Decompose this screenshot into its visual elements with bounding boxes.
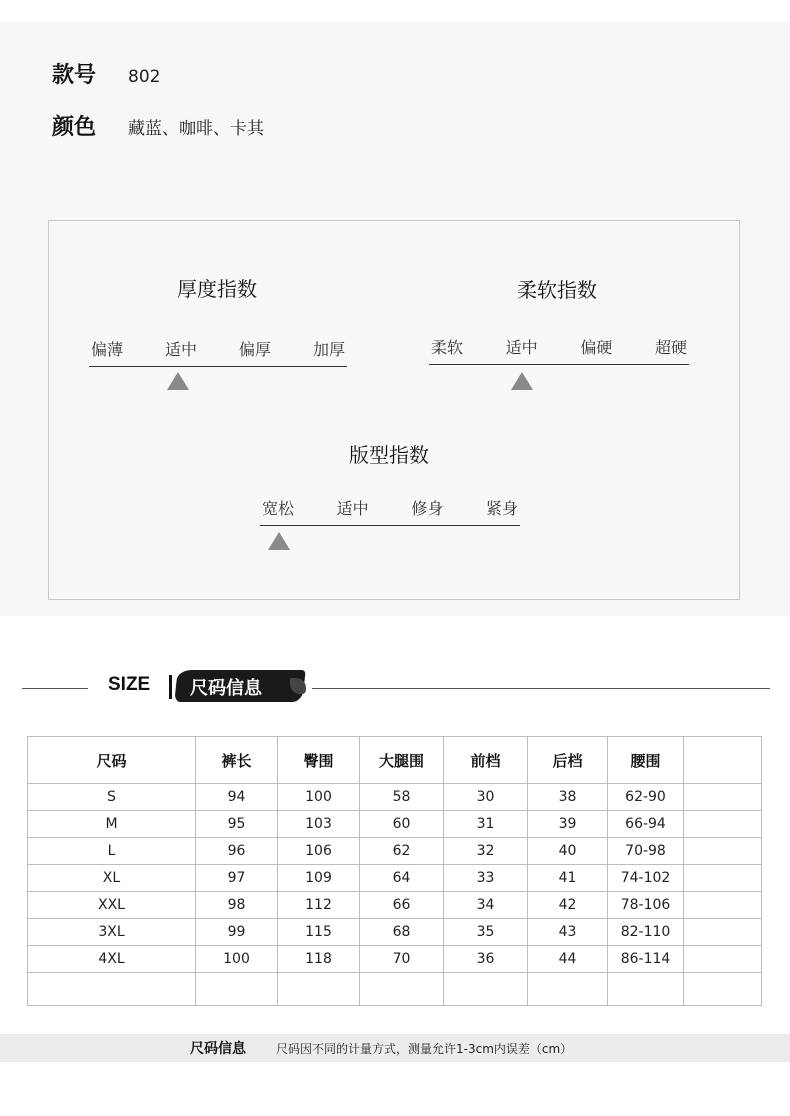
column-header: 前档 — [444, 737, 528, 784]
table-cell: 40 — [528, 838, 608, 865]
table-row — [28, 865, 762, 892]
thickness-option: 加厚 — [312, 340, 345, 359]
table-cell: 103 — [278, 811, 360, 838]
column-header: 大腿围 — [360, 737, 444, 784]
thickness-index-title: 厚度指数 — [177, 277, 257, 301]
table-cell — [684, 946, 762, 973]
table-cell: 109 — [278, 865, 360, 892]
table-cell: 86-114 — [608, 946, 684, 973]
table-cell-empty — [608, 973, 684, 1006]
table-cell — [684, 784, 762, 811]
table-row — [28, 892, 762, 919]
fit-option: 宽松 — [262, 499, 295, 518]
style-number-label: 款号 — [52, 63, 97, 88]
table-cell: 34 — [444, 892, 528, 919]
table-row — [28, 838, 762, 865]
table-cell: 95 — [196, 811, 278, 838]
table-cell: 41 — [528, 865, 608, 892]
table-cell: L — [28, 838, 196, 865]
table-cell-empty — [278, 973, 360, 1006]
color-value: 藏蓝、咖啡、卡其 — [128, 119, 264, 139]
table-cell: 62-90 — [608, 784, 684, 811]
fit-index-title: 版型指数 — [349, 443, 429, 467]
table-row — [28, 784, 762, 811]
table-row — [28, 946, 762, 973]
footer-title: 尺码信息 — [190, 1041, 246, 1057]
table-cell — [684, 838, 762, 865]
softness-option: 适中 — [505, 338, 538, 357]
thickness-option: 适中 — [164, 340, 197, 359]
table-cell: XXL — [28, 892, 196, 919]
thickness-marker-icon — [167, 372, 189, 390]
size-table-header — [28, 737, 762, 784]
fit-marker-icon — [268, 532, 290, 550]
table-cell: 98 — [196, 892, 278, 919]
table-cell: 112 — [278, 892, 360, 919]
table-cell: 66-94 — [608, 811, 684, 838]
column-header: 裤长 — [196, 737, 278, 784]
column-header: 腰围 — [608, 737, 684, 784]
table-cell-empty — [444, 973, 528, 1006]
table-row — [28, 811, 762, 838]
size-table — [27, 736, 762, 1006]
table-cell-empty — [684, 973, 762, 1006]
table-cell: M — [28, 811, 196, 838]
table-cell — [684, 811, 762, 838]
table-cell: 36 — [444, 946, 528, 973]
fit-option: 紧身 — [485, 499, 518, 518]
table-cell: 82-110 — [608, 919, 684, 946]
softness-option: 柔软 — [431, 338, 464, 357]
table-cell-empty — [28, 973, 196, 1006]
table-cell: 100 — [196, 946, 278, 973]
thickness-scale-line — [89, 366, 347, 367]
color-row — [52, 110, 264, 141]
table-cell: 42 — [528, 892, 608, 919]
table-cell: 62 — [360, 838, 444, 865]
table-row — [28, 919, 762, 946]
thickness-scale — [89, 337, 347, 367]
softness-option: 超硬 — [654, 338, 687, 357]
column-header: 臀围 — [278, 737, 360, 784]
thickness-option: 偏薄 — [91, 340, 124, 359]
softness-option: 偏硬 — [580, 338, 613, 357]
table-cell — [684, 865, 762, 892]
table-cell-empty — [528, 973, 608, 1006]
table-cell: 106 — [278, 838, 360, 865]
softness-scale — [429, 335, 689, 365]
footer-bar — [0, 1034, 790, 1062]
table-cell: 115 — [278, 919, 360, 946]
table-cell-empty — [196, 973, 278, 1006]
header-divider-left — [22, 688, 88, 689]
size-title-en: SIZE — [108, 674, 151, 695]
table-cell: 94 — [196, 784, 278, 811]
table-cell: S — [28, 784, 196, 811]
table-cell: 97 — [196, 865, 278, 892]
table-cell: 64 — [360, 865, 444, 892]
table-cell: 60 — [360, 811, 444, 838]
table-cell: 32 — [444, 838, 528, 865]
table-cell: 70-98 — [608, 838, 684, 865]
softness-index-title: 柔软指数 — [517, 278, 597, 302]
table-cell: 43 — [528, 919, 608, 946]
table-cell: 66 — [360, 892, 444, 919]
table-cell: 118 — [278, 946, 360, 973]
table-cell: 74-102 — [608, 865, 684, 892]
column-header: 尺码 — [28, 737, 196, 784]
table-cell: 35 — [444, 919, 528, 946]
table-cell: 70 — [360, 946, 444, 973]
table-cell: 4XL — [28, 946, 196, 973]
table-cell: 58 — [360, 784, 444, 811]
table-cell: 68 — [360, 919, 444, 946]
table-cell: 100 — [278, 784, 360, 811]
table-cell: 30 — [444, 784, 528, 811]
style-number-row — [52, 58, 160, 89]
table-cell: 39 — [528, 811, 608, 838]
table-cell-empty — [360, 973, 444, 1006]
size-title-separator — [169, 675, 172, 699]
column-header — [684, 737, 762, 784]
softness-scale-line — [429, 364, 689, 365]
table-cell — [684, 919, 762, 946]
fit-scale — [260, 496, 520, 526]
footer-note: 尺码因不同的计量方式，测量允许1-3cm内误差（cm） — [276, 1041, 573, 1056]
table-cell — [684, 892, 762, 919]
column-header: 后档 — [528, 737, 608, 784]
table-cell: 96 — [196, 838, 278, 865]
header-divider-right — [312, 688, 770, 689]
thickness-option: 偏厚 — [238, 340, 271, 359]
table-cell: XL — [28, 865, 196, 892]
table-cell: 31 — [444, 811, 528, 838]
table-cell: 78-106 — [608, 892, 684, 919]
table-cell: 44 — [528, 946, 608, 973]
style-number-value: 802 — [128, 67, 161, 87]
color-label: 颜色 — [52, 115, 97, 140]
table-cell: 38 — [528, 784, 608, 811]
softness-marker-icon — [511, 372, 533, 390]
fit-scale-line — [260, 525, 520, 526]
table-row-empty — [28, 973, 762, 1006]
table-cell: 3XL — [28, 919, 196, 946]
size-section-header — [0, 668, 790, 708]
table-cell: 99 — [196, 919, 278, 946]
fit-option: 修身 — [411, 499, 444, 518]
fit-option: 适中 — [336, 499, 369, 518]
table-cell: 33 — [444, 865, 528, 892]
fabric-index-box — [48, 220, 740, 600]
size-title-cn: 尺码信息 — [190, 678, 262, 699]
